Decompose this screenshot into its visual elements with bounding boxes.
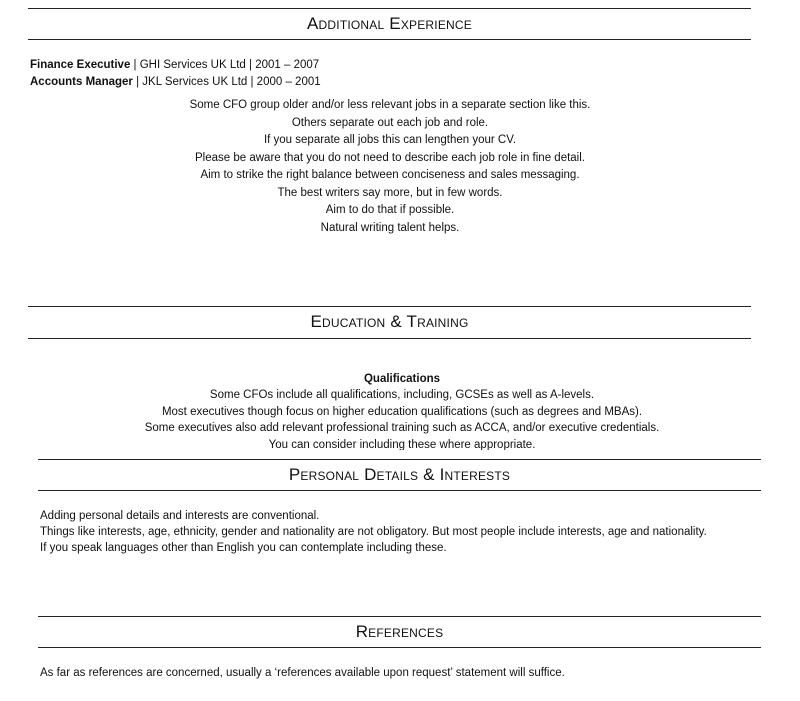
education-line: You can consider including these where appropriate. [268,438,536,450]
references-content [40,665,565,681]
note-line: If you separate all jobs this can lengthen your CV. [263,134,517,146]
additional-experience-notes [0,97,780,237]
note-line: Aim to do that if possible. [325,204,455,216]
education-content [12,371,792,450]
education-line: Some CFOs include all qualifications, including, GCSEs as well as A-levels. [209,389,595,402]
note-line: Aim to strike the right balance between conciseness and sales messaging. [200,169,580,181]
job-details: | JKL Services UK Ltd | 2000 – 2001 [132,76,321,88]
job-entry-finance-executive [30,57,319,74]
note-line: Please be aware that you do not need to describe each job role in fine detail. [195,151,585,164]
job-details: | GHI Services UK Ltd | 2001 – 2007 [130,59,320,71]
note-line: Others separate out each job and role. [291,116,489,129]
references-line: As far as references are concerned, usually a ‘references available upon request’ statement will suffice. [40,667,565,679]
job-entry-accounts-manager [30,74,321,91]
references-heading [38,616,761,648]
qualifications-subheading: Qualifications [363,373,441,385]
additional-experience-heading [28,8,751,40]
education-title: Education & Training [310,312,469,331]
references-title: References [355,622,444,641]
personal-line: Adding personal details and interests are conventional. [40,510,320,522]
note-line: Some CFO group older and/or less relevant jobs in a separate section like this. [189,99,591,111]
personal-line: If you speak languages other than English you can contemplate including these. [40,542,447,554]
personal-details-title: Personal Details & Interests [288,465,511,484]
education-heading [28,306,751,339]
personal-line: Things like interests, age, ethnicity, gender and nationality are not obligatory. But most people include interests, age and nationality. [40,526,707,538]
job-title: Accounts Manager [30,76,133,88]
note-line: The best writers say more, but in few words. [277,186,503,199]
job-title: Finance Executive [30,59,131,71]
additional-experience-title: Additional Experience [307,14,472,33]
personal-details-heading [38,459,761,491]
education-line: Some executives also add relevant professional training such as ACCA, and/or executive credentials. [144,422,660,435]
personal-details-content [40,508,707,556]
education-line: Most executives though focus on higher education qualifications (such as degrees and MBAs). [161,405,643,418]
note-line: Natural writing talent helps. [320,221,460,234]
